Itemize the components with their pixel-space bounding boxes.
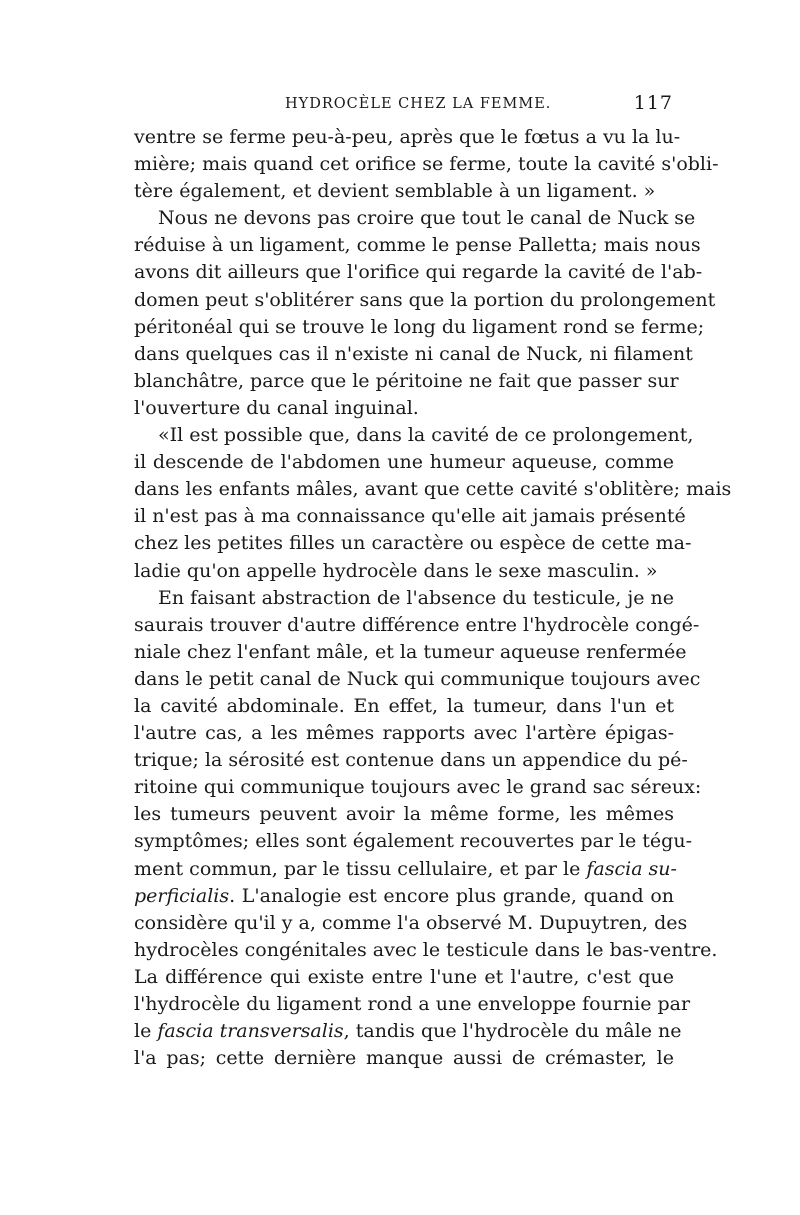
paragraph-start-line: En faisant abstraction de l'absence du testicule, je ne — [158, 586, 675, 609]
running-title: HYDROCÈLE CHEZ LA FEMME. — [285, 96, 552, 112]
text-line: ventre se ferme peu-à-peu, après que le fœtus a vu la lu- — [134, 126, 681, 148]
paragraph-start-line: «Il est possible que, dans la cavité de ce prolongement, — [158, 424, 694, 447]
text-line: tère également, et devient semblable à un ligament. » — [134, 180, 656, 203]
text-line: saurais trouver d'autre différence entre l'hydrocèle congé- — [134, 613, 700, 636]
text-line: dans le petit canal de Nuck qui communique toujours avec — [134, 667, 701, 690]
text-line: ritoine qui communique toujours avec le grand sac séreux: — [134, 776, 702, 799]
text-line: il descende de l'abdomen une humeur aqueuse, comme — [134, 451, 674, 474]
text-line: péritonéal qui se trouve le long du ligament rond se ferme; — [134, 315, 705, 338]
page-header — [138, 90, 673, 118]
page-number: 117 — [633, 92, 673, 114]
text-line: mière; mais quand cet orifice se ferme, toute la cavité s'obli- — [134, 153, 719, 176]
italic-term: fascia transversalis — [157, 1020, 344, 1043]
text-line: niale chez l'enfant mâle, et la tumeur aqueuse renfermée — [134, 640, 687, 663]
text-line: domen peut s'oblitérer sans que la portion du prolongement — [134, 288, 716, 311]
text-line: le fascia transversalis, tandis que l'hydrocèle du mâle ne — [134, 1020, 682, 1043]
text-line: dans quelques cas il n'existe ni canal de Nuck, ni filament — [134, 342, 693, 365]
text-line: avons dit ailleurs que l'orifice qui regarde la cavité de l'ab- — [134, 261, 703, 284]
text-line: l'a pas; cette dernière manque aussi de crémaster, le — [134, 1047, 674, 1070]
text-line: la cavité abdominale. En effet, la tumeur, dans l'un et — [134, 694, 674, 717]
italic-term: fascia su- — [586, 857, 677, 880]
text-line: l'autre cas, a les mêmes rapports avec l'artère épigas- — [134, 722, 674, 745]
text-line: ladie qu'on appelle hydrocèle dans le sexe masculin. » — [134, 559, 658, 582]
text-line: les tumeurs peuvent avoir la même forme, les mêmes — [134, 803, 674, 826]
text-line: symptômes; elles sont également recouvertes par le tégu- — [134, 830, 692, 853]
text-line: l'hydrocèle du ligament rond a une enveloppe fournie par — [134, 993, 691, 1015]
text-line: hydrocèles congénitales avec le testicule dans le bas-ventre. — [134, 938, 718, 961]
text-line: blanchâtre, parce que le péritoine ne fait que passer sur — [134, 369, 679, 392]
text-line: trique; la sérosité est contenue dans un appendice du pé- — [134, 749, 688, 772]
text-line: il n'est pas à ma connaissance qu'elle ait jamais présenté — [134, 505, 686, 528]
text-line: perficialis. L'analogie est encore plus grande, quand on — [134, 884, 674, 907]
paragraph-start-line: Nous ne devons pas croire que tout le canal de Nuck se — [158, 207, 696, 230]
text-line: considère qu'il y a, comme l'a observé M. Dupuytren, des — [134, 911, 688, 934]
text-line: dans les enfants mâles, avant que cette cavité s'oblitère; mais — [134, 478, 732, 501]
body-text — [134, 124, 732, 1072]
italic-term: perficialis — [134, 884, 230, 907]
text-line: ment commun, par le tissu cellulaire, et par le fascia su- — [134, 857, 677, 880]
text-line: réduise à un ligament, comme le pense Palletta; mais nous — [134, 234, 701, 257]
text-line: La différence qui existe entre l'une et l'autre, c'est que — [134, 965, 674, 988]
text-line: chez les petites filles un caractère ou espèce de cette ma- — [134, 532, 692, 555]
text-line: l'ouverture du canal inguinal. — [134, 396, 419, 419]
